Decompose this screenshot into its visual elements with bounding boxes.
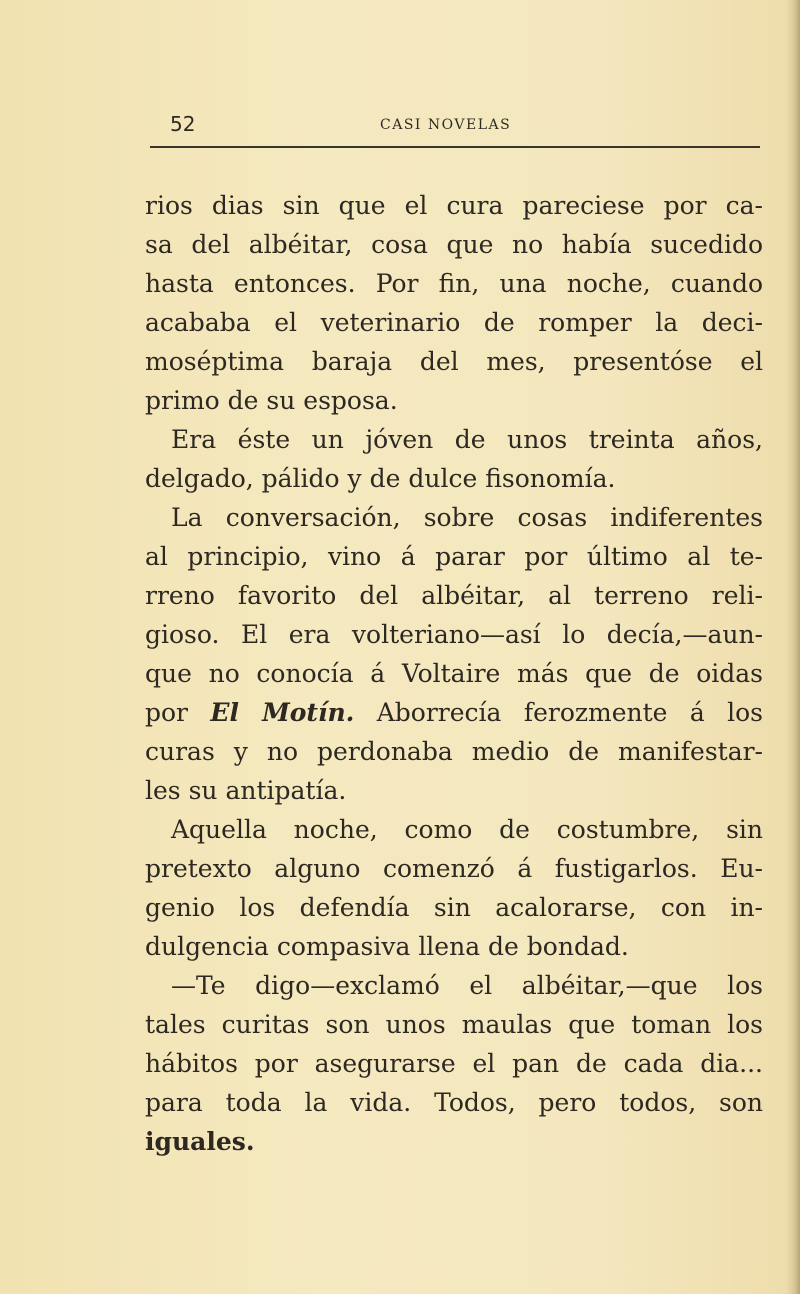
- text-line: rreno favorito del albéitar, al terreno reli-: [145, 581, 763, 610]
- text-line: curas y no perdonaba medio de manifestar-: [145, 737, 763, 766]
- text-line: sa del albéitar, cosa que no había sucedido: [145, 230, 763, 259]
- body-text: [145, 186, 763, 1161]
- text-line: moséptima baraja del mes, presentóse el: [145, 347, 763, 376]
- text-line: tales curitas son unos maulas que toman los: [145, 1010, 763, 1039]
- text-line-with-title: [145, 693, 763, 732]
- text-line: delgado, pálido y de dulce fisonomía.: [145, 464, 616, 493]
- text-line: primo de su esposa.: [145, 386, 398, 415]
- text-line: les su antipatía.: [145, 776, 347, 805]
- page-header: [148, 112, 760, 144]
- text-line: que no conocía á Voltaire más que de oidas: [145, 659, 763, 688]
- page-edge-shadow: [786, 0, 800, 1294]
- text-line: iguales.: [145, 1127, 255, 1156]
- text-line: pretexto alguno comenzó á fustigarlos. Eu-: [145, 854, 763, 883]
- text-line: acababa el veterinario de romper la deci-: [145, 308, 763, 337]
- paragraph-start-line: La conversación, sobre cosas indiferentes: [171, 503, 763, 532]
- text-line: hábitos por asegurarse el pan de cada dia...: [145, 1049, 763, 1078]
- text-line: dulgencia compasiva llena de bondad.: [145, 932, 629, 961]
- text-line: genio los defendía sin acalorarse, con in-: [145, 893, 763, 922]
- text-line: hasta entonces. Por fin, una noche, cuando: [145, 269, 763, 298]
- paragraph-start-line: Era éste un jóven de unos treinta años,: [171, 425, 763, 454]
- text-line: al principio, vino á parar por último al te-: [145, 542, 763, 571]
- newspaper-title: El Motín.: [210, 698, 355, 727]
- header-rule: [150, 146, 760, 148]
- page-number: 52: [170, 112, 196, 136]
- text-line: rios dias sin que el cura pareciese por ca-: [145, 191, 763, 220]
- running-title: CASI NOVELAS: [380, 117, 512, 133]
- paragraph-start-line: —Te digo—exclamó el albéitar,—que los: [171, 971, 763, 1000]
- text-line: para toda la vida. Todos, pero todos, son: [145, 1088, 763, 1117]
- paragraph-start-line: Aquella noche, como de costumbre, sin: [171, 815, 763, 844]
- line-suffix: Aborrecía ferozmente á los: [354, 698, 764, 727]
- text-line: gioso. El era volteriano—así lo decía,—aun-: [145, 620, 763, 649]
- line-prefix: por: [145, 698, 211, 727]
